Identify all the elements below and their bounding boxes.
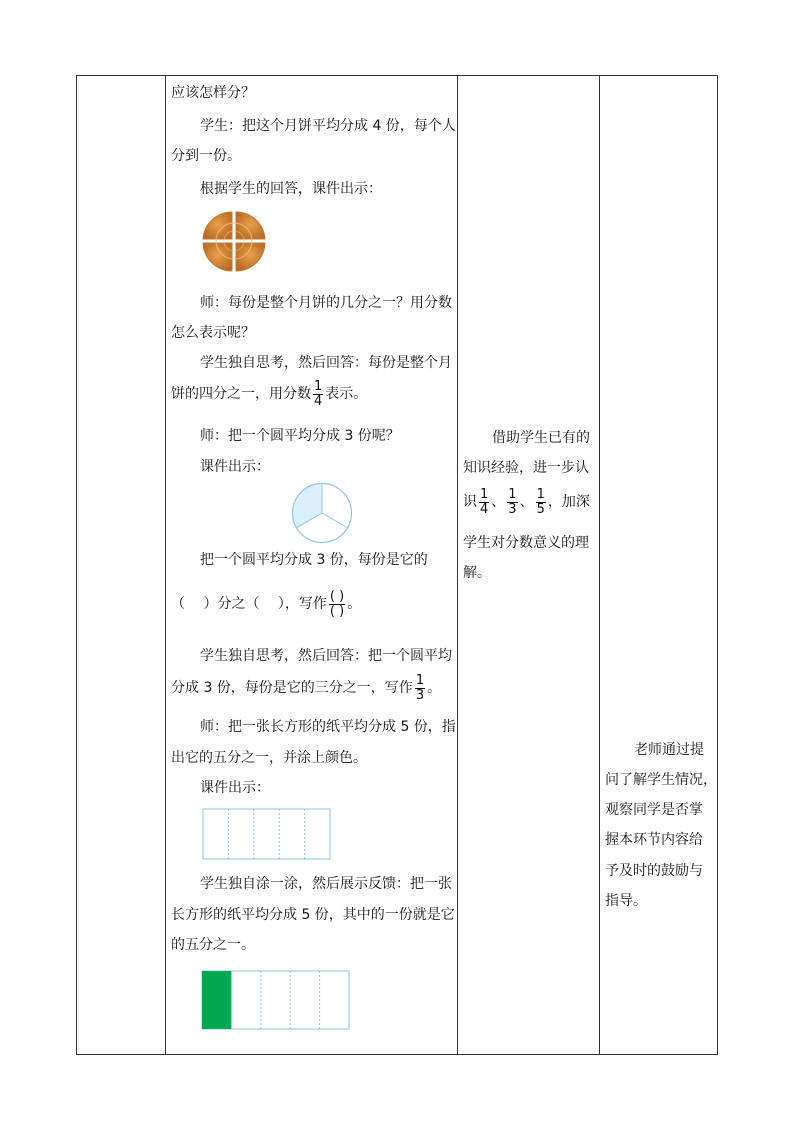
intent-line: 学生对分数意义的理 [463,535,589,551]
fraction-one-fifth [536,488,546,517]
paragraph: 怎么表示呢？ [171,325,255,341]
numerator: ( ) [329,588,345,604]
rectangle-one-fifth-shaded [201,970,351,1032]
paragraph: 出它的五分之一，并涂上颜色。 [171,750,367,766]
paragraph: 的五分之一。 [171,937,255,953]
denominator: 5 [536,501,545,517]
text: 分成 3 份，每份是它的三分之一，写作 [171,680,413,696]
numerator: 1 [508,486,517,502]
column-divider [165,75,166,1055]
paragraph: 长方形的纸平均分成 5 份，其中的一份就是它 [171,907,455,923]
denominator: 4 [314,393,323,409]
denominator: ( ) [329,603,345,619]
text: 。 [347,596,362,612]
intent-line [463,484,590,520]
paragraph: 根据学生的回答，课件出示： [200,181,382,197]
fraction-one-quarter [479,488,489,517]
text: 。 [427,680,442,696]
paragraph [171,585,361,623]
text: 饼的四分之一，用分数 [171,386,311,402]
remark-line: 观察同学是否掌 [605,802,703,818]
paragraph: 学生独自涂一涂，然后展示反馈：把一张 [200,876,452,892]
paragraph: 师：每份是整个月饼的几分之一？用分数 [200,295,452,311]
intent-line: 知识经验，进一步认 [463,460,589,476]
separator: 、 [491,494,506,510]
paragraph: 把一个圆平均分成 3 份，每份是它的 [200,552,428,568]
fraction-one-third [507,488,517,517]
numerator: 1 [536,486,545,502]
fraction-blank [329,590,345,619]
remark-line: 予及时的鼓励与 [605,863,703,879]
mooncake-image [200,209,268,273]
paragraph [171,670,441,706]
intent-line: 解。 [463,565,491,581]
column-divider [599,75,600,1055]
paragraph: 师：把一个圆平均分成 3 份呢？ [200,428,400,444]
separator: 、 [519,494,534,510]
remark-line: 握本环节内容给 [605,832,703,848]
numerator: 1 [314,378,323,394]
text: 识 [463,494,477,510]
remark-line: 老师通过提 [634,742,704,758]
column-divider [457,75,458,1055]
numerator: 1 [480,486,489,502]
remark-line: 问了解学生情况， [605,772,717,788]
remark-line: 指导。 [605,893,647,909]
denominator: 3 [508,501,517,517]
paragraph: 应该怎样分？ [171,85,255,101]
text: （ ）分之（ ），写作 [171,596,327,612]
fraction-one-quarter [313,380,323,409]
paragraph: 师：把一张长方形的纸平均分成 5 份，指 [200,719,456,735]
intent-line: 借助学生已有的 [492,430,590,446]
rectangle-five-parts [202,808,332,862]
fraction-one-third [415,674,425,703]
paragraph: 学生独自思考，然后回答：每份是整个月 [200,355,452,371]
paragraph: 课件出示： [200,780,270,796]
text: ，加深 [547,494,590,510]
paragraph: 分到一份。 [171,148,241,164]
paragraph: 学生：把这个月饼平均分成 4 份，每个人 [200,118,456,134]
paragraph: 学生独自思考，然后回答：把一个圆平均 [200,648,452,664]
denominator: 4 [480,501,489,517]
numerator: 1 [415,672,425,688]
text: 表示。 [325,386,368,402]
paragraph [171,376,367,412]
circle-three-parts [290,481,354,545]
paragraph: 课件出示： [200,459,270,475]
denominator: 3 [415,687,425,703]
